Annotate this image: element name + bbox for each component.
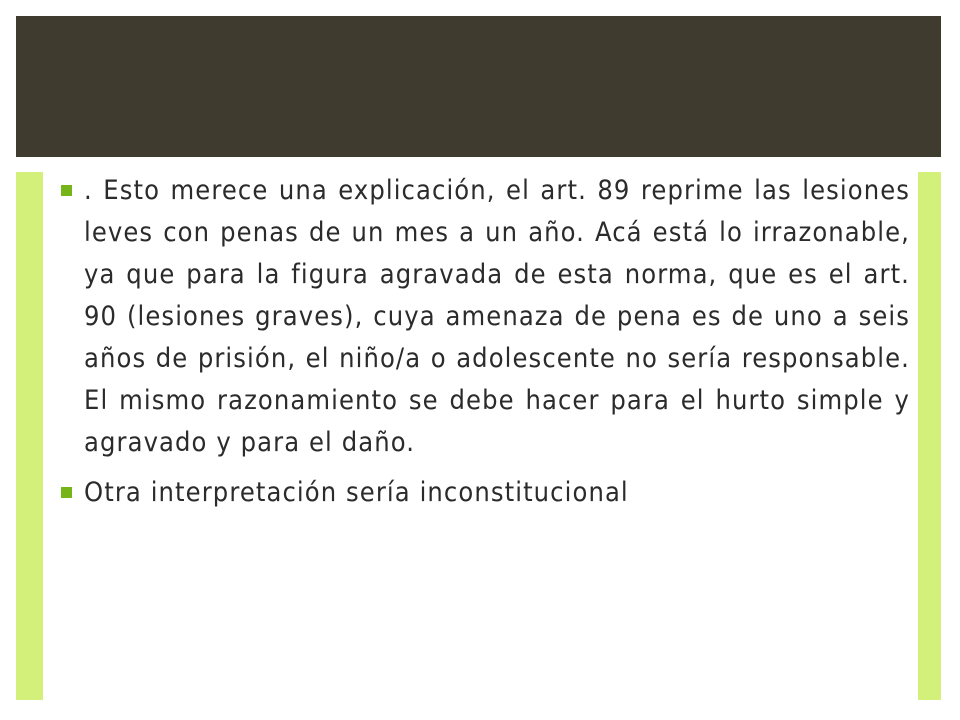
left-accent-bar: [16, 172, 43, 700]
bullet-text: Otra interpretación sería inconstitucional: [84, 477, 629, 508]
bullet-item-explanation: [60, 170, 910, 464]
square-bullet-icon: [61, 185, 72, 196]
square-bullet-icon: [61, 487, 72, 498]
bullet-text: . Esto merece una explicación, el art. 89 reprime las lesiones leves con penas de un mes a un año. Acá está lo irrazonable, ya que para la figura agravada de esta norma, que es el art. 90 (lesiones graves), cuya amenaza de pena es de uno a seis años de prisión, el niño/a o adolescente no sería responsable. El mismo razonamiento se debe hacer para el hurto simple y agravado y para el daño.: [84, 175, 910, 458]
right-accent-bar: [918, 172, 941, 700]
title-band: [16, 16, 941, 157]
slide-body: [60, 170, 910, 522]
bullet-item-unconstitutional: [60, 472, 910, 514]
